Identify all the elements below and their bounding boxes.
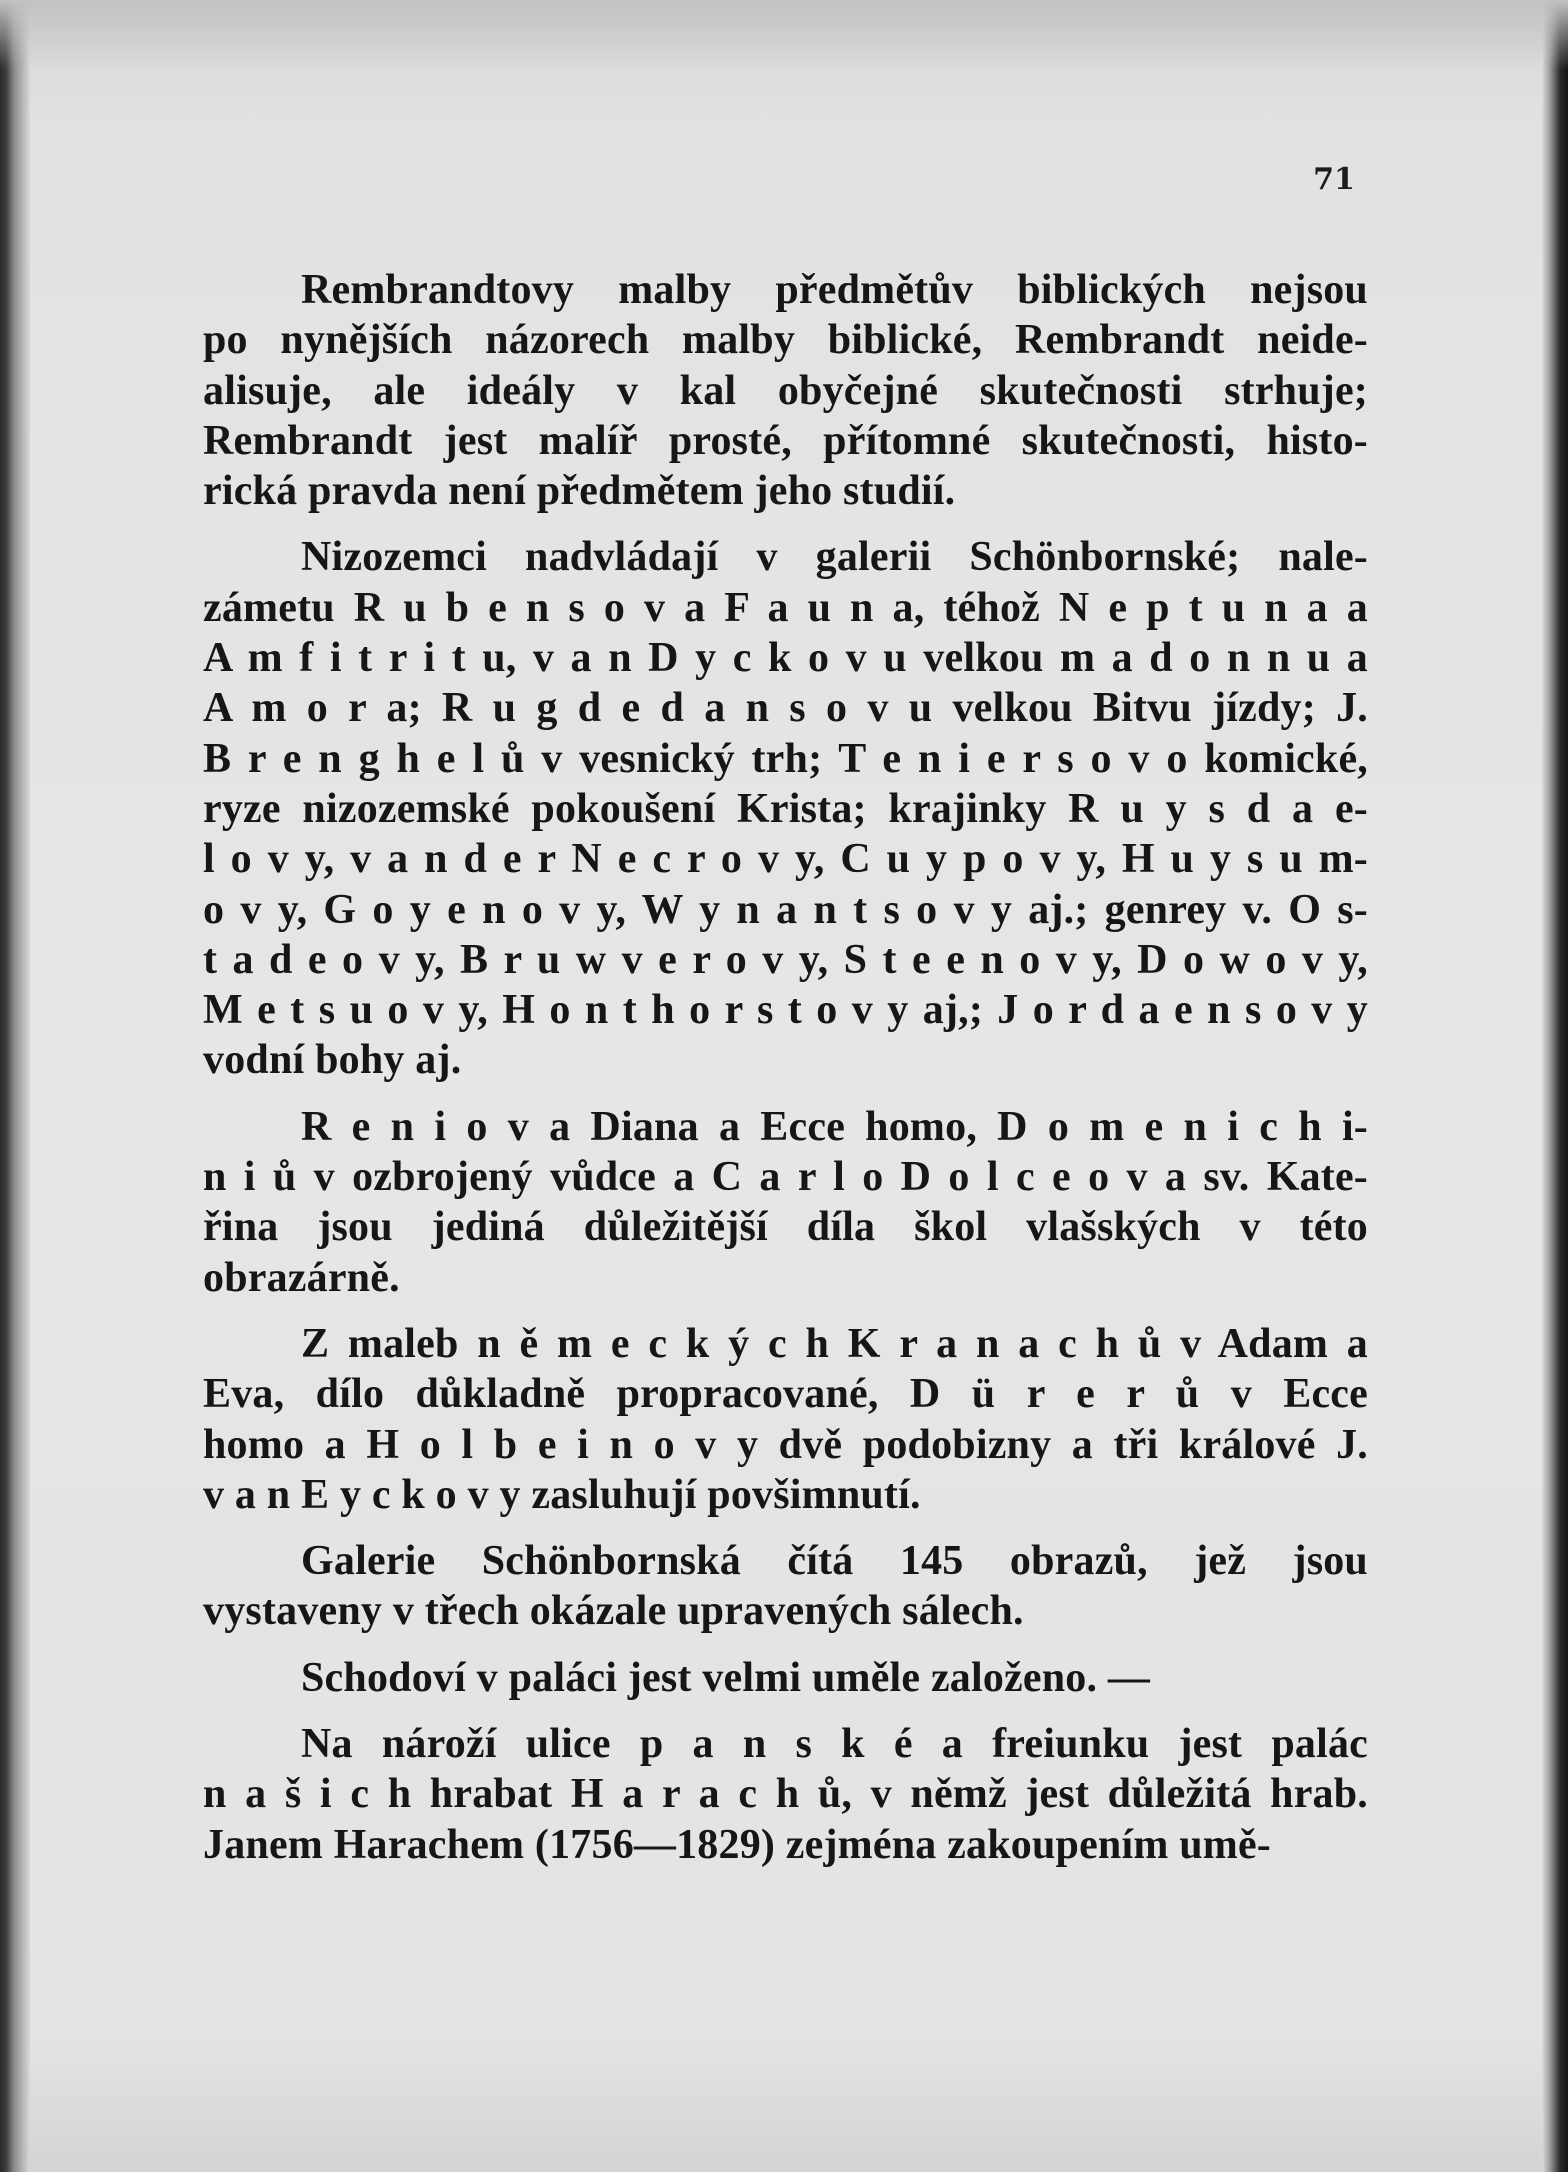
text-line: R e n i o v a Diana a Ecce homo, D o m e n i c h i- [301, 1103, 1368, 1150]
text-line: Janem Harachem (1756—1829) zejména zakoupením umě- [203, 1821, 1271, 1868]
text-line: vystaveny v třech okázale upravených sálech. [203, 1588, 1024, 1635]
text-line: rická pravda není předmětem jeho studií. [203, 468, 956, 515]
text-line: homo a H o l b e i n o v y dvě podobizny a tři králové J. [203, 1421, 1368, 1468]
text-line: Rembrandt jest malíř prosté, přítomné skutečnosti, histo- [203, 417, 1368, 464]
text-line: zámetu R u b e n s o v a F a u n a, téhož N e p t u n a a [203, 584, 1368, 631]
text-line: n a š i c h hrabat H a r a c h ů, v němž jest důležitá hrab. [203, 1771, 1368, 1818]
text-line: vodní bohy aj. [203, 1037, 462, 1084]
text-line: Na nároží ulice p a n s k é a freiunku jest palác [301, 1721, 1368, 1768]
text-line: o v y, G o y e n o v y, W y n a n t s o v y aj.; genrey v. O s- [203, 886, 1368, 933]
text-line: po nynějších názorech malby biblické, Rembrandt neide- [203, 317, 1368, 364]
paragraph [203, 532, 1368, 1085]
text-line: Nizozemci nadvládají v galerii Schönbornské; nale- [301, 534, 1368, 581]
page-right-edge-shadow [1542, 0, 1568, 2172]
paragraph [203, 1536, 1368, 1637]
text-line: řina jsou jediná důležitější díla škol vlašských v této [203, 1204, 1368, 1251]
page-number: 71 [1313, 162, 1355, 197]
paragraph [203, 1319, 1368, 1520]
paragraph [203, 1102, 1368, 1303]
paragraph [203, 1653, 1368, 1703]
page-top-edge-shadow [0, 0, 1568, 70]
text-line: v a n E y c k o v y zasluhují povšimnutí. [203, 1471, 921, 1518]
text-line: Schodoví v paláci jest velmi uměle založeno. — [301, 1654, 1151, 1701]
text-line: t a d e o v y, B r u w v e r o v y, S t e e n o v y, D o w o v y, [203, 936, 1368, 983]
text-line: B r e n g h e l ů v vesnický trh; T e n i e r s o v o komické, [203, 735, 1368, 782]
paragraph [203, 1719, 1368, 1870]
text-line: Z maleb n ě m e c k ý c h K r a n a c h ů v Adam a [301, 1320, 1368, 1367]
text-line: n i ů v ozbrojený vůdce a C a r l o D o l c e o v a sv. Kate- [203, 1154, 1368, 1201]
text-line: A m o r a; R u g d e d a n s o v u velkou Bitvu jízdy; J. [203, 685, 1368, 732]
body-text [203, 265, 1368, 1886]
text-line: A m f i t r i t u, v a n D y c k o v u velkou m a d o n n u a [203, 635, 1368, 682]
text-line: Eva, dílo důkladně propracované, D ü r e r ů v Ecce [203, 1371, 1368, 1418]
paragraph [203, 265, 1368, 516]
text-line: M e t s u o v y, H o n t h o r s t o v y aj,; J o r d a e n s o v y [203, 987, 1368, 1034]
text-line: obrazárně. [203, 1254, 400, 1301]
text-line: alisuje, ale ideály v kal obyčejné skutečnosti strhuje; [203, 367, 1368, 414]
text-line: ryze nizozemské pokoušení Krista; krajinky R u y s d a e- [203, 785, 1368, 832]
text-line: Galerie Schönbornská čítá 145 obrazů, jež jsou [301, 1538, 1368, 1585]
text-line: l o v y, v a n d e r N e c r o v y, C u y p o v y, H u y s u m- [203, 836, 1368, 883]
page-left-edge-shadow [0, 0, 30, 2172]
text-line: Rembrandtovy malby předmětův biblických nejsou [301, 267, 1368, 313]
